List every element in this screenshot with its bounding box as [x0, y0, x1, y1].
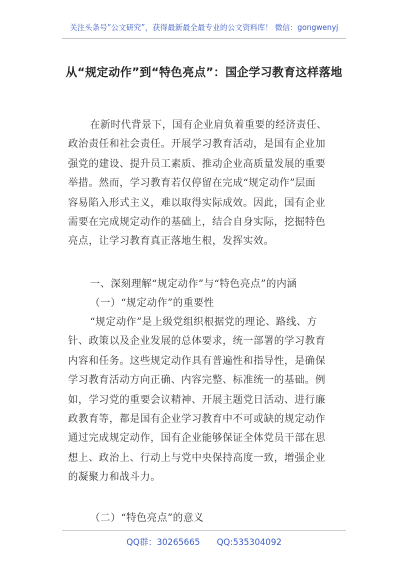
- header-note: 关注头条号“公文研究”，获得最新最全最专业的公文资料库！ 微信：gongwenyj: [69, 23, 339, 32]
- paragraph-line: 在新时代背景下，国有企业肩负着重要的经济责任、: [90, 120, 327, 131]
- document-title: 从“规定动作”到“特色亮点”：国企学习教育这样落地: [65, 65, 343, 79]
- paragraph-line: 强党的建设、提升员工素质、推动企业高质量发展的重要: [68, 158, 326, 170]
- section-heading-1: [68, 275, 350, 294]
- heading-text: （二）“特色亮点”的意义: [90, 513, 204, 524]
- header-divider: [62, 38, 346, 39]
- paragraph-line: 政治责任和社会责任。开展学习教育活动，是国有企业加: [68, 139, 326, 151]
- paragraph-line: 内容和任务。这些规定动作具有普遍性和指导性，是确保: [68, 355, 326, 367]
- footer-contact: [0, 536, 408, 548]
- paragraph-line: 亮点，让学习教育真正落地生根，发挥实效。: [68, 236, 274, 248]
- paragraph-line: 政教育等，都是国有企业学习教育中不可或缺的规定动作: [68, 414, 326, 426]
- paragraph-rules: [68, 313, 350, 488]
- paragraph-intro: [68, 116, 350, 252]
- heading-text: 一、深刻理解“规定动作”与“特色亮点”的内涵: [90, 279, 298, 290]
- paragraph-line: 举措。然而，学习教育若仅停留在完成“规定动作”层面: [68, 178, 316, 190]
- footer-qq-group: QQ群：30265665: [126, 538, 201, 548]
- footer-qq: QQ:535304092: [216, 538, 282, 548]
- paragraph-line: 针、政策以及企业发展的总体要求，统一部署的学习教育: [68, 336, 326, 348]
- paragraph-line: 如，学习党的重要会议精神、开展主题党日活动、进行廉: [68, 394, 326, 406]
- paragraph-line: 容易陷入形式主义，难以取得实际成效。因此，国有企业: [68, 197, 326, 209]
- subsection-heading-1: [68, 294, 350, 313]
- footer-divider: [62, 530, 346, 531]
- paragraph-line: 学习教育活动方向正确、内容完整、标准统一的基础。例: [68, 375, 326, 387]
- paragraph-line: 需要在完成规定动作的基础上，结合自身实际，挖掘特色: [68, 217, 326, 229]
- paragraph-line: 的凝聚力和战斗力。: [68, 472, 161, 484]
- paragraph-line: 通过完成规定动作，国有企业能够保证全体党员干部在思: [68, 433, 326, 445]
- paragraph-line: 想上、政治上、行动上与党中央保持高度一致，增强企业: [68, 452, 326, 464]
- heading-text: （一）“规定动作”的重要性: [90, 298, 215, 309]
- subsection-heading-2: [68, 509, 350, 528]
- paragraph-line: “规定动作”是上级党组织根据党的理论、路线、方: [90, 317, 318, 328]
